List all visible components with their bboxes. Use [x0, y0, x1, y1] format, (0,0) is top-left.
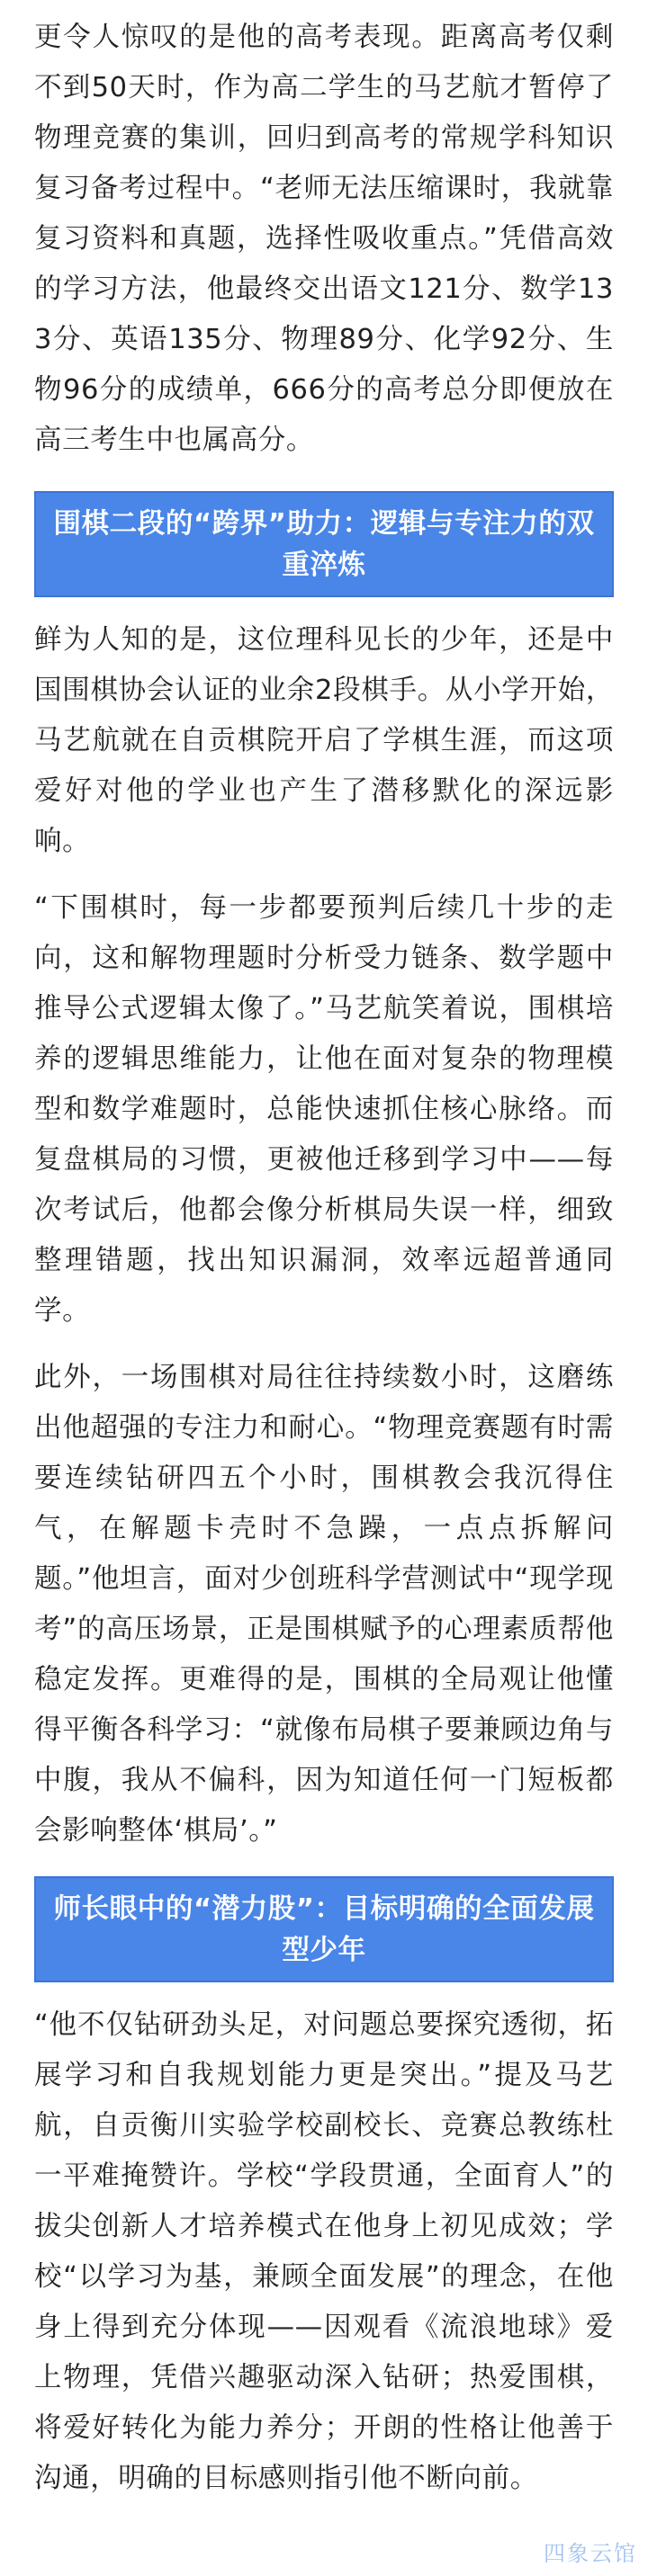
paragraph-exam-results: 更令人惊叹的是他的高考表现。距离高考仅剩不到50天时，作为高二学生的马艺航才暂停了物理竞赛的集训，回归到高考的常规学科知识复习备考过程中。“老师无法压缩课时，我就靠复习资料和真题，选择性吸收重点。”凭借高效的学习方法，他最终交出语文121分、数学133分、英语135分、物理89分、化学92分、生物96分的成绩单，666分的高考总分即便放在高三考生中也属高分。 [34, 22, 614, 456]
watermark-logo: 四象云馆 [544, 2541, 637, 2566]
paragraph-go-logic: “下围棋时，每一步都要预判后续几十步的走向，这和解物理题时分析受力链条、数学题中推导公式逻辑太像了。”马艺航笑着说，围棋培养的逻辑思维能力，让他在面对复杂的物理模型和数学难题时，总能快速抓住核心脉络。而复盘棋局的习惯，更被他迁移到学习中——每次考试后，他都会像分析棋局失误一样，细致整理错题，找出知识漏洞，效率远超普通同学。 [34, 892, 614, 1327]
section-heading-potential: 师长眼中的“潜力股”：目标明确的全面发展型少年 [34, 1876, 614, 1982]
paragraph-go-focus: 此外，一场围棋对局往往持续数小时，这磨练出他超强的专注力和耐心。“物理竞赛题有时需要连续钻研四五个小时，围棋教会我沉得住气，在解题卡壳时不急躁，一点点拆解问题。”他坦言，面对少创班科学营测试中“现学现考”的高压场景，正是围棋赋予的心理素质帮他稳定发挥。更难得的是，围棋的全局观让他懂得平衡各科学习：“就像布局棋子要兼顾边角与中腹，我从不偏科，因为知道任何一门短板都会影响整体‘棋局’。” [34, 1362, 614, 1847]
paragraph-teacher-praise: “他不仅钻研劲头足，对问题总要探究透彻，拓展学习和自我规划能力更是突出。”提及马艺航，自贡衡川实验学校副校长、竞赛总教练杜一平难掩赞许。学校“学段贯通，全面育人”的拔尖创新人才培养模式在他身上初见成效；学校“以学习为基，兼顾全面发展”的理念，在他身上得到充分体现——因观看《流浪地球》爱上物理，凭借兴趣驱动深入钻研；热爱围棋，将爱好转化为能力养分；开朗的性格让他善于沟通，明确的目标感则指引他不断向前。 [34, 2009, 614, 2494]
section-heading-go-chess: 围棋二段的“跨界”助力：逻辑与专注力的双重淬炼 [34, 491, 614, 597]
paragraph-go-player: 鲜为人知的是，这位理科见长的少年，还是中国围棋协会认证的业余2段棋手。从小学开始，马艺航就在自贡棋院开启了学棋生涯，而这项爱好对他的学业也产生了潜移默化的深远影响。 [34, 624, 614, 857]
